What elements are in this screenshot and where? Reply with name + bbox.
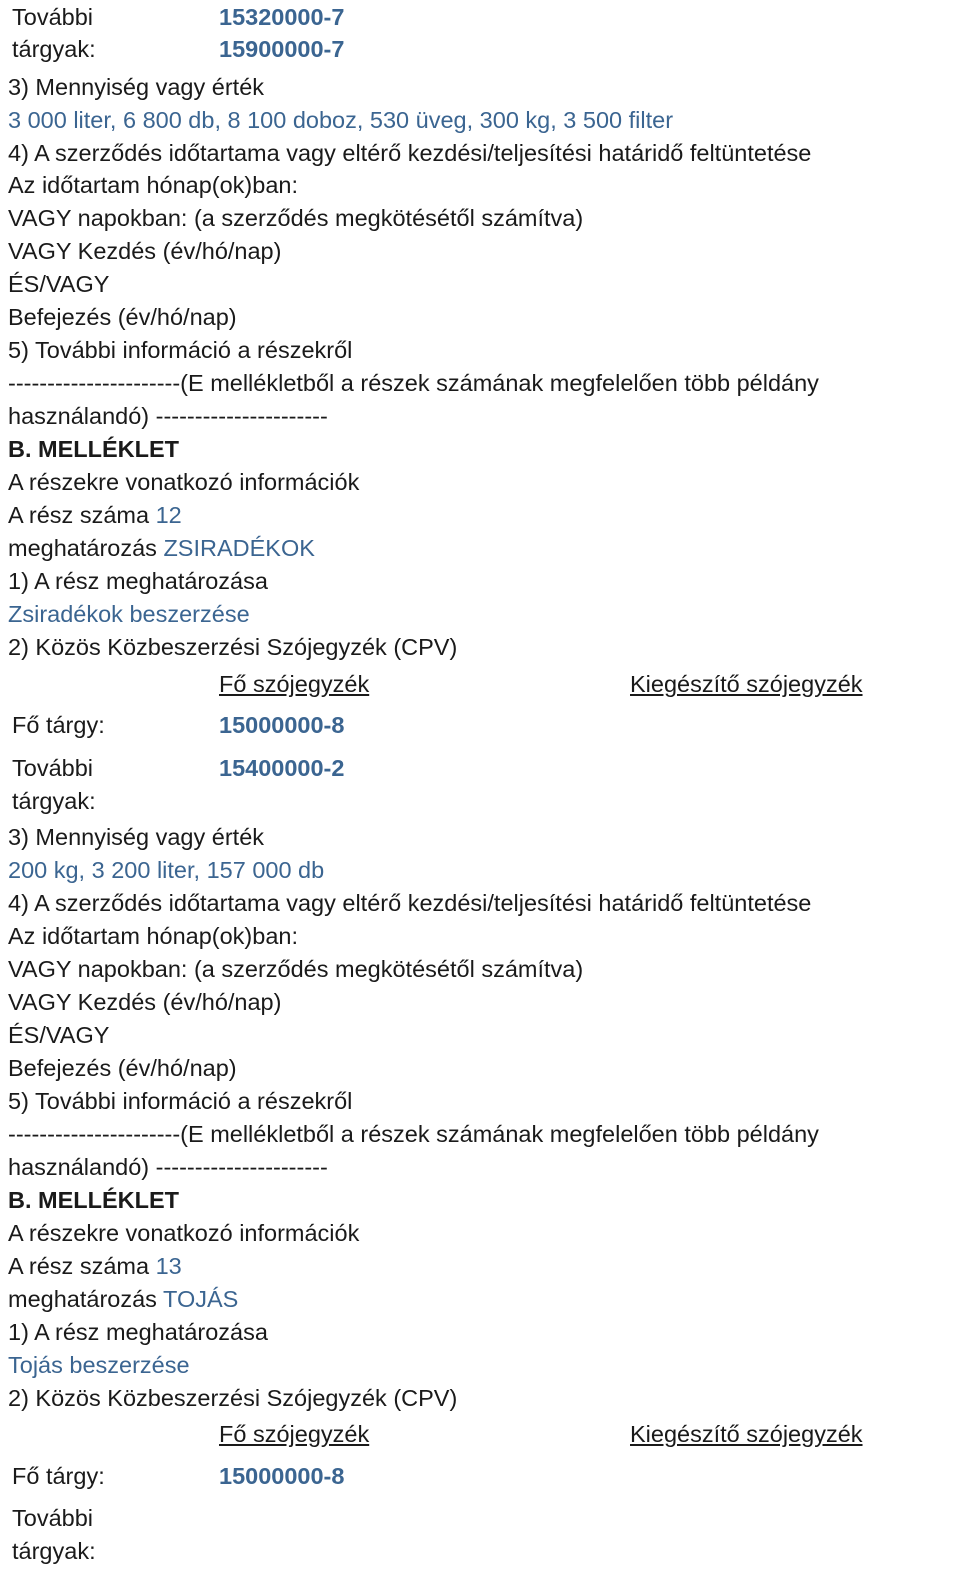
quantity-value: 3 000 liter, 6 800 db, 8 100 doboz, 530 üveg, 300 kg, 3 500 filter — [8, 107, 674, 133]
main-vocabulary-header: Fő szójegyzék — [219, 671, 370, 697]
annex-heading: B. MELLÉKLET — [8, 1187, 180, 1213]
cpv-heading: 2) Közös Közbeszerzési Szójegyzék (CPV) — [8, 634, 458, 660]
duration-months: Az időtartam hónap(ok)ban: — [8, 172, 298, 198]
separator-line-2: használandó) ---------------------- — [8, 403, 328, 429]
cpv-code: 15900000-7 — [219, 36, 345, 62]
part-description-value: Tojás beszerzése — [8, 1352, 190, 1378]
annex-heading: B. MELLÉKLET — [8, 436, 180, 462]
main-vocabulary-header: Fő szójegyzék — [219, 1421, 370, 1447]
definition-value: ZSIRADÉKOK — [163, 535, 315, 561]
duration-start: VAGY Kezdés (év/hó/nap) — [8, 238, 282, 264]
separator-line: ----------------------(E mellékletből a részek számának megfelelően több példány — [8, 1121, 819, 1147]
duration-andor: ÉS/VAGY — [8, 271, 110, 297]
main-subject-code: 15000000-8 — [219, 1463, 345, 1489]
separator-line: ----------------------(E mellékletből a részek számának megfelelően több példány — [8, 370, 819, 396]
part-number-value: 12 — [155, 502, 182, 528]
main-subject-code: 15000000-8 — [219, 712, 345, 738]
parts-info-heading: A részekre vonatkozó információk — [8, 469, 360, 495]
part-number-line — [8, 500, 182, 530]
additional-subjects-label-2: tárgyak: — [12, 788, 96, 814]
separator-line-2: használandó) ---------------------- — [8, 1154, 328, 1180]
cpv-code: 15320000-7 — [219, 4, 345, 30]
additional-subjects-label: További — [12, 755, 93, 781]
part-number-value: 13 — [155, 1253, 182, 1279]
duration-days: VAGY napokban: (a szerződés megkötésétől számítva) — [8, 205, 584, 231]
additional-subjects-label-2: tárgyak: — [12, 1538, 96, 1564]
part-description-heading: 1) A rész meghatározása — [8, 1319, 268, 1345]
quantity-heading: 3) Mennyiség vagy érték — [8, 824, 265, 850]
parts-info-heading: A részekre vonatkozó információk — [8, 1220, 360, 1246]
part-description-heading: 1) A rész meghatározása — [8, 568, 268, 594]
main-subject-label: Fő tárgy: — [12, 712, 105, 738]
quantity-heading: 3) Mennyiség vagy érték — [8, 74, 265, 100]
part-number-label: A rész száma — [8, 502, 150, 528]
definition-label: meghatározás — [8, 535, 157, 561]
duration-months: Az időtartam hónap(ok)ban: — [8, 923, 298, 949]
definition-label: meghatározás — [8, 1286, 157, 1312]
definition-line — [8, 533, 315, 563]
part-number-line — [8, 1251, 182, 1281]
supplementary-vocabulary-header: Kiegészítő szójegyzék — [630, 671, 863, 697]
further-info-heading: 5) További információ a részekről — [8, 1088, 353, 1114]
duration-end: Befejezés (év/hó/nap) — [8, 1055, 237, 1081]
definition-value: TOJÁS — [163, 1286, 239, 1312]
part-description-value: Zsiradékok beszerzése — [8, 601, 250, 627]
main-subject-label: Fő tárgy: — [12, 1463, 105, 1489]
duration-andor: ÉS/VAGY — [8, 1022, 110, 1048]
additional-subjects-label-2: tárgyak: — [12, 36, 96, 62]
additional-subjects-label: További — [12, 4, 93, 30]
supplementary-vocabulary-header: Kiegészítő szójegyzék — [630, 1421, 863, 1447]
additional-subjects-label: További — [12, 1505, 93, 1531]
part-number-label: A rész száma — [8, 1253, 150, 1279]
duration-heading: 4) A szerződés időtartama vagy eltérő kezdési/teljesítési határidő feltüntetése — [8, 890, 812, 916]
additional-subject-code: 15400000-2 — [219, 755, 345, 781]
duration-end: Befejezés (év/hó/nap) — [8, 304, 237, 330]
duration-days: VAGY napokban: (a szerződés megkötésétől számítva) — [8, 956, 584, 982]
quantity-value: 200 kg, 3 200 liter, 157 000 db — [8, 857, 325, 883]
further-info-heading: 5) További információ a részekről — [8, 337, 353, 363]
duration-start: VAGY Kezdés (év/hó/nap) — [8, 989, 282, 1015]
duration-heading: 4) A szerződés időtartama vagy eltérő kezdési/teljesítési határidő feltüntetése — [8, 140, 812, 166]
definition-line — [8, 1284, 238, 1314]
cpv-heading: 2) Közös Közbeszerzési Szójegyzék (CPV) — [8, 1385, 458, 1411]
